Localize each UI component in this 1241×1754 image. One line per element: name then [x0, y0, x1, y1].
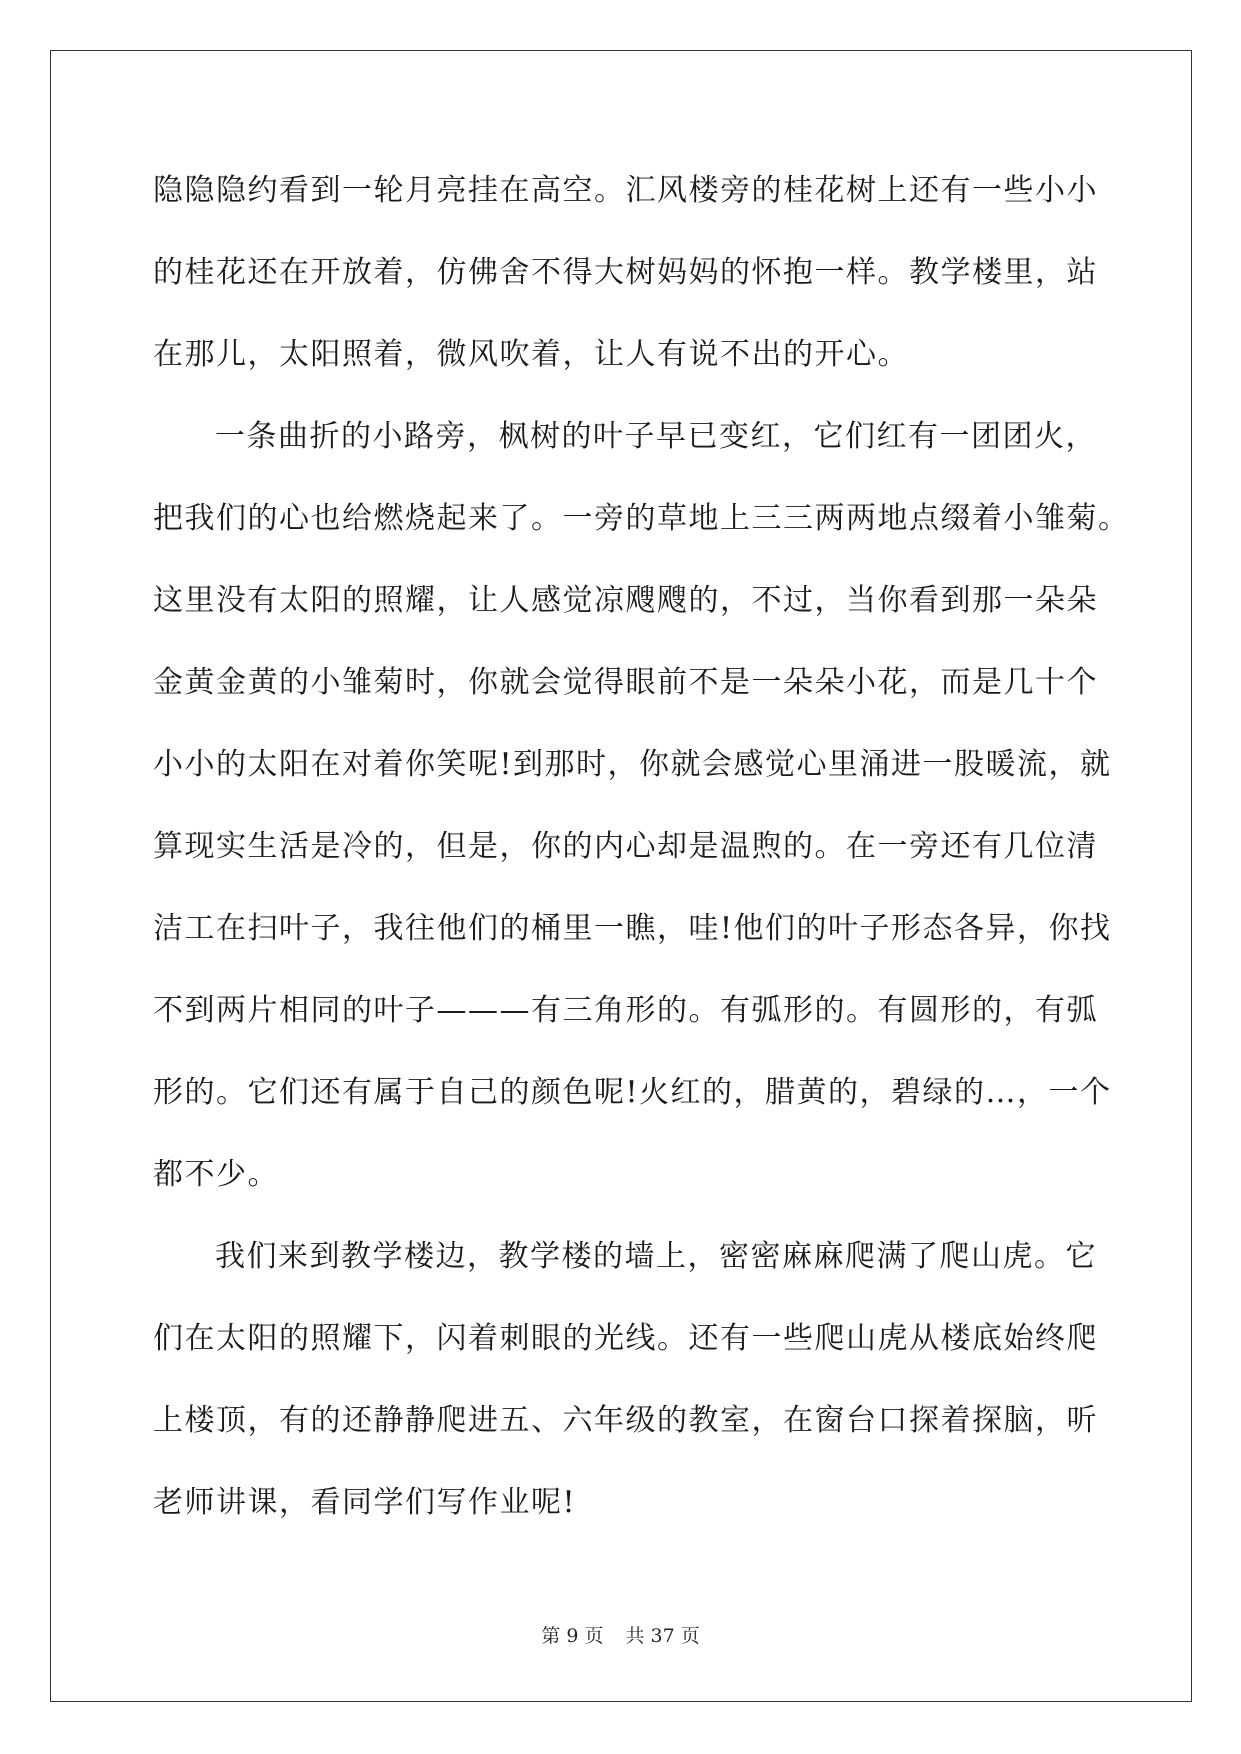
text-line: 上楼顶，有的还静静爬进五、六年级的教室，在窗台口探着探脑，听 [153, 1403, 1098, 1438]
text-line: 算现实生活是冷的，但是，你的内心却是温煦的。在一旁还有几位清 [153, 829, 1098, 864]
text-line: 不到两片相同的叶子———有三角形的。有弧形的。有圆形的，有弧 [153, 993, 1098, 1028]
text-line: 一条曲折的小路旁，枫树的叶子早已变红，它们红有一团团火， [215, 419, 1097, 454]
document-body [153, 163, 1130, 1557]
text-line: 小小的太阳在对着你笑呢!到那时，你就会感觉心里涌进一股暖流，就 [153, 747, 1112, 782]
text-line: 都不少。 [153, 1157, 279, 1192]
page-footer [0, 1621, 1241, 1648]
text-line: 洁工在扫叶子，我往他们的桶里一瞧，哇!他们的叶子形态各异，你找 [153, 911, 1112, 946]
text-line: 这里没有太阳的照耀，让人感觉凉飕飕的，不过，当你看到那一朵朵 [153, 583, 1098, 618]
text-line: 的桂花还在开放着，仿佛舍不得大树妈妈的怀抱一样。教学楼里，站 [153, 255, 1098, 290]
current-page-number: 第 9 页 [541, 1625, 604, 1647]
text-line: 形的。它们还有属于自己的颜色呢!火红的，腊黄的，碧绿的…，一个 [153, 1075, 1112, 1110]
text-line: 金黄金黄的小雏菊时，你就会觉得眼前不是一朵朵小花，而是几十个 [153, 665, 1098, 700]
text-line: 把我们的心也给燃烧起来了。一旁的草地上三三两两地点缀着小雏菊。 [153, 501, 1130, 536]
text-line: 老师讲课，看同学们写作业呢! [153, 1485, 577, 1520]
text-line: 隐隐隐约看到一轮月亮挂在高空。汇风楼旁的桂花树上还有一些小小 [153, 173, 1098, 208]
text-line: 在那儿，太阳照着，微风吹着，让人有说不出的开心。 [153, 337, 909, 372]
text-line: 们在太阳的照耀下，闪着刺眼的光线。还有一些爬山虎从楼底始终爬 [153, 1321, 1098, 1356]
text-line: 我们来到教学楼边，教学楼的墙上，密密麻麻爬满了爬山虎。它 [215, 1239, 1097, 1274]
total-page-count: 共 37 页 [625, 1625, 700, 1647]
